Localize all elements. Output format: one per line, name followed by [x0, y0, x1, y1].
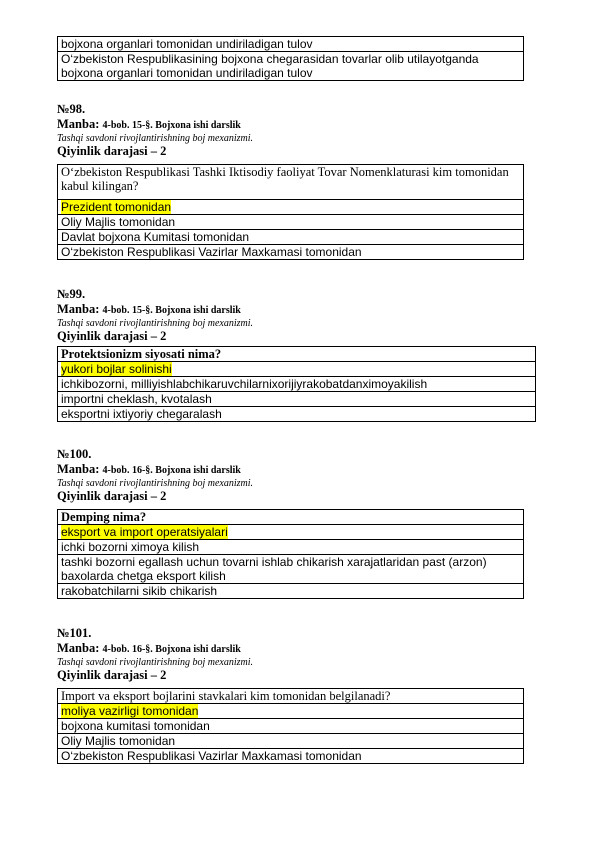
correct-answer-cell: [58, 200, 524, 215]
source-line: [57, 117, 253, 133]
option-cell: eksportni ixtiyoriy chegaralash: [58, 407, 536, 422]
question-table-98: [57, 164, 524, 260]
question-number: №99.: [57, 287, 86, 301]
source-label: Manba:: [57, 462, 100, 476]
question-cell: Import va eksport bojlarini stavkalari kim tomonidan belgilanadi?: [58, 689, 524, 704]
correct-answer: eksport va import operatsiyalari: [61, 525, 228, 539]
question-table-101: [57, 688, 524, 764]
source-label: Manba:: [57, 117, 100, 131]
option-cell: bojxona kumitasi tomonidan: [58, 719, 524, 734]
question-cell: Demping nima?: [58, 510, 524, 525]
option-cell: tashki bozorni egallash uchun tovarni ishlab chikarish xarajatlaridan past (arzon) baxolarda chetga eksport kilish: [58, 555, 524, 584]
question-number: №101.: [57, 626, 92, 640]
correct-answer: Prezident tomonidan: [61, 200, 172, 214]
source-line: [57, 302, 253, 318]
source-line: [57, 641, 253, 657]
question-number: №98.: [57, 102, 86, 116]
correct-answer: moliya vazirligi tomonidan: [61, 704, 199, 718]
difficulty-level: Qiyinlik darajasi – 2: [57, 329, 167, 343]
difficulty-level: Qiyinlik darajasi – 2: [57, 144, 167, 158]
table-row: [58, 165, 524, 200]
table-row: [58, 215, 524, 230]
topic-subtitle: Tashqi savdoni rivojlantirishning boj mexanizmi.: [57, 133, 254, 144]
correct-answer: yukori bojlar solinishi: [61, 362, 172, 376]
topic-subtitle: Tashqi savdoni rivojlantirishning boj mexanizmi.: [57, 478, 254, 489]
topic-subtitle: Tashqi savdoni rivojlantirishning boj mexanizmi.: [57, 318, 254, 329]
table-row: [58, 200, 524, 215]
question-header-98: [57, 102, 253, 158]
table-row: [58, 555, 524, 584]
table-row: [58, 230, 524, 245]
correct-answer-cell: [58, 704, 524, 719]
option-cell: ichki bozorni ximoya kilish: [58, 540, 524, 555]
table-row: [58, 392, 536, 407]
table-row: [58, 719, 524, 734]
difficulty-level: Qiyinlik darajasi – 2: [57, 489, 167, 503]
correct-answer-cell: [58, 525, 524, 540]
table-row: [58, 510, 524, 525]
table-row: [58, 704, 524, 719]
table-row: [58, 245, 524, 260]
correct-answer-cell: [58, 362, 536, 377]
difficulty-level: Qiyinlik darajasi – 2: [57, 668, 167, 682]
option-cell: Oliy Majlis tomonidan: [58, 215, 524, 230]
option-cell: importni cheklash, kvotalash: [58, 392, 536, 407]
question-table-99: [57, 346, 536, 422]
source-text: 4-bob. 15-§. Bojxona ishi darslik: [102, 305, 241, 316]
answer-table-top: [57, 36, 524, 81]
question-header-101: [57, 626, 253, 682]
source-text: 4-bob. 15-§. Bojxona ishi darslik: [102, 120, 241, 131]
question-cell: O‘zbekiston Respublikasi Tashki Iktisodiy faoliyat Tovar Nomenklaturasi kim tomonidan kabul kilingan?: [58, 165, 524, 200]
option-cell: Davlat bojxona Kumitasi tomonidan: [58, 230, 524, 245]
option-cell: ichkibozorni, milliyishlabchikaruvchilarnixorijiyrakobatdanximoyakilish: [58, 377, 536, 392]
table-row: [58, 347, 536, 362]
option-cell: Oliy Majlis tomonidan: [58, 734, 524, 749]
source-text: 4-bob. 16-§. Bojxona ishi darslik: [102, 644, 241, 655]
option-cell: O‘zbekiston Respublikasining bojxona chegarasidan tovarlar olib utilayotganda bojxona organlari tomonidan undiriladigan tulov: [58, 52, 524, 81]
question-header-99: [57, 287, 253, 343]
source-text: 4-bob. 16-§. Bojxona ishi darslik: [102, 465, 241, 476]
table-row: [58, 689, 524, 704]
question-cell: Protektsionizm siyosati nima?: [58, 347, 536, 362]
source-label: Manba:: [57, 641, 100, 655]
table-row: [58, 734, 524, 749]
source-label: Manba:: [57, 302, 100, 316]
table-row: [58, 362, 536, 377]
table-row: [58, 584, 524, 599]
question-table-100: [57, 509, 524, 599]
question-header-100: [57, 447, 253, 503]
table-row: [58, 377, 536, 392]
option-cell: O‘zbekiston Respublikasi Vazirlar Maxkamasi tomonidan: [58, 749, 524, 764]
table-row: [58, 525, 524, 540]
table-row: [58, 407, 536, 422]
topic-subtitle: Tashqi savdoni rivojlantirishning boj mexanizmi.: [57, 657, 254, 668]
option-cell: rakobatchilarni sikib chikarish: [58, 584, 524, 599]
table-row: [58, 540, 524, 555]
table-row: [58, 749, 524, 764]
option-cell: O‘zbekiston Respublikasi Vazirlar Maxkamasi tomonidan: [58, 245, 524, 260]
table-row: [58, 52, 524, 81]
question-number: №100.: [57, 447, 92, 461]
option-cell: bojxona organlari tomonidan undiriladigan tulov: [58, 37, 524, 52]
source-line: [57, 462, 253, 478]
table-row: [58, 37, 524, 52]
